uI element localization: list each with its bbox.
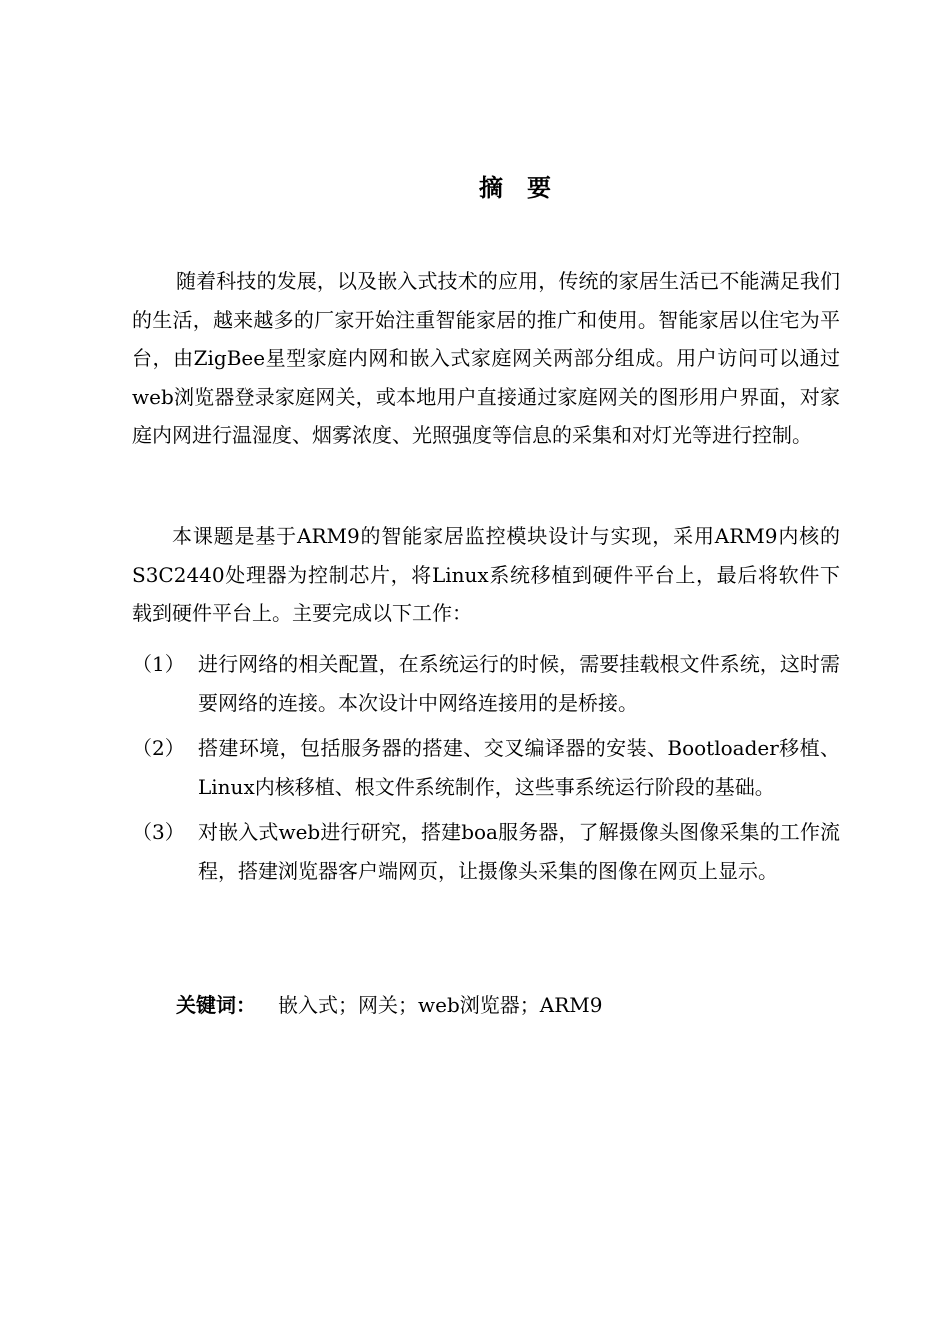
- abstract-title: [0, 168, 950, 203]
- abstract-paragraph-1: 随着科技的发展，以及嵌入式技术的应用，传统的家居生活已不能满足我们的生活，越来越多的厂家开始注重智能家居的推广和使用。智能家居以住宅为平台，由ZigBee星型家庭内网和嵌入式家庭网关两部分组成。用户访问可以通过web浏览器登录家庭网关，或本地用户直接通过家庭网关的图形用户界面，对家庭内网进行温湿度、烟雾浓度、光照强度等信息的采集和对灯光等进行控制。: [132, 269, 840, 447]
- list-item: [132, 813, 840, 890]
- list-item-number: （3）: [132, 820, 185, 844]
- keywords-label: 关键词：: [176, 993, 256, 1017]
- keywords-value: 嵌入式；网关；web浏览器；ARM9: [278, 993, 603, 1017]
- list-item-text: 进行网络的相关配置，在系统运行的时候，需要挂载根文件系统，这时需要网络的连接。本次设计中网络连接用的是桥接。: [198, 652, 840, 715]
- work-list: [132, 645, 840, 897]
- list-item-text: 对嵌入式web进行研究，搭建boa服务器，了解摄像头图像采集的工作流程，搭建浏览器客户端网页，让摄像头采集的图像在网页上显示。: [198, 820, 840, 883]
- title-char-1: 摘: [479, 174, 503, 202]
- list-item: [132, 645, 840, 722]
- keywords-line: [176, 986, 602, 1025]
- list-item-text: 搭建环境，包括服务器的搭建、交叉编译器的安装、Bootloader移植、Linux内核移植、根文件系统制作，这些事系统运行阶段的基础。: [198, 736, 840, 799]
- title-char-2: 要: [527, 174, 551, 202]
- abstract-paragraph-2: 本课题是基于ARM9的智能家居监控模块设计与实现，采用ARM9内核的S3C2440处理器为控制芯片，将Linux系统移植到硬件平台上，最后将软件下载到硬件平台上。主要完成以下工作：: [132, 524, 840, 625]
- list-item-number: （1）: [132, 652, 185, 676]
- list-item-number: （2）: [132, 736, 185, 760]
- list-item: [132, 729, 840, 806]
